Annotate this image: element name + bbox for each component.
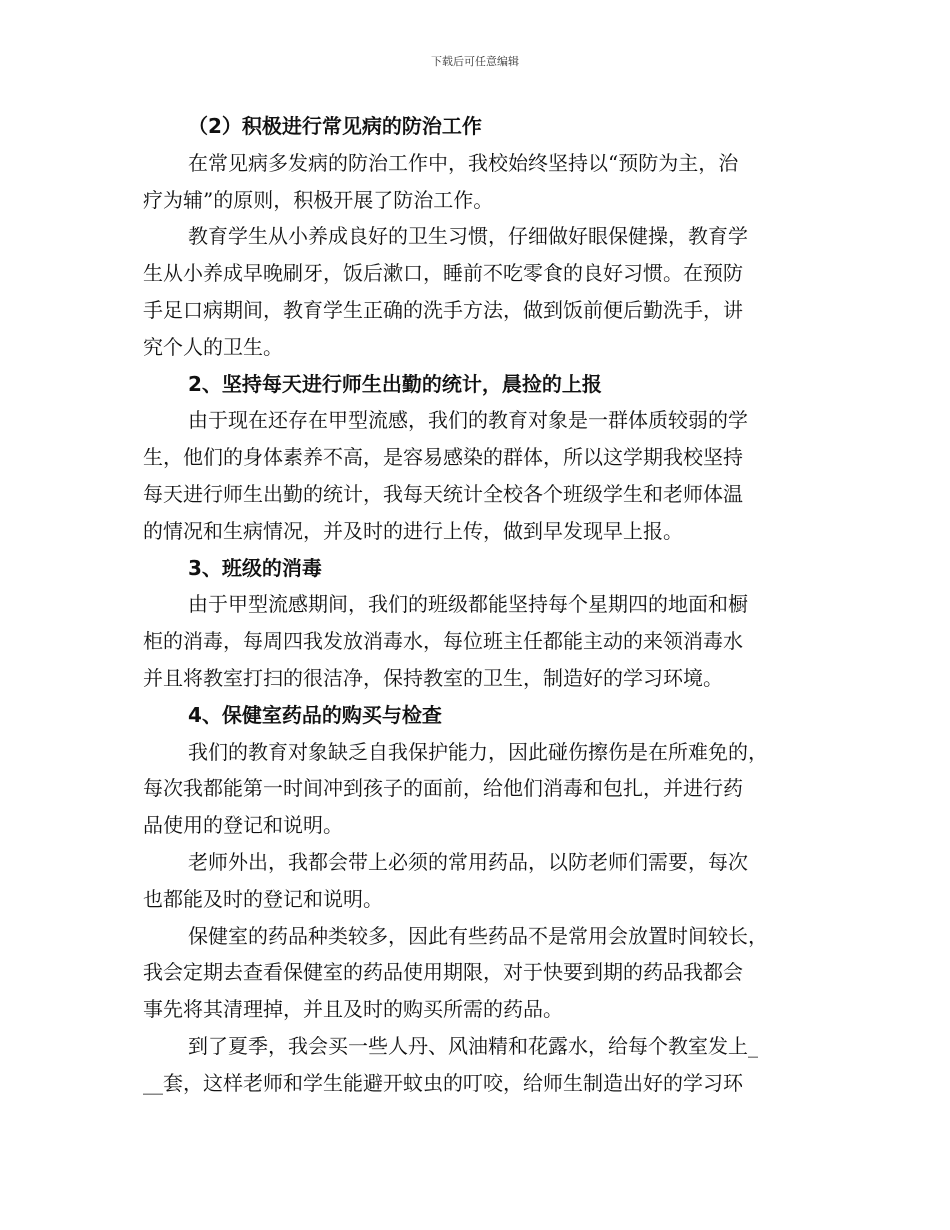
text-line: 在常见病多发病的防治工作中，我校始终坚持以“预防为主，治 (188, 150, 739, 175)
paragraph (143, 918, 813, 1028)
text-line: 疗为辅”的原则，积极开展了防治工作。 (143, 187, 494, 212)
text-line: 究个人的卫生。 (143, 334, 283, 359)
text-line: 也都能及时的登记和说明。 (143, 886, 383, 911)
text-line: 事先将其清理掉，并且及时的购买所需的药品。 (143, 997, 563, 1022)
text-line: 生从小养成早晚刷牙，饭后漱口，睡前不吃零食的良好习惯。在预防 (143, 261, 743, 286)
paragraph (143, 145, 813, 219)
paragraph (143, 218, 813, 365)
text-line: 老师外出，我都会带上必须的常用药品，以防老师们需要，每次 (188, 849, 748, 874)
section-heading (143, 550, 813, 587)
text-line: 每天进行师生出勤的统计，我每天统计全校各个班级学生和老师体温 (143, 481, 743, 506)
text-line: 我们的教育对象缺乏自我保护能力，因此碰伤擦伤是在所难免的， (188, 739, 768, 764)
heading-text: 4、保健室药品的购买与检查 (188, 702, 442, 727)
section-heading (143, 697, 813, 734)
document-body (143, 108, 813, 1102)
paragraph (143, 586, 813, 696)
paragraph (143, 734, 813, 844)
text-line: 教育学生从小养成良好的卫生习惯，仔细做好眼保健操，教育学 (188, 224, 748, 249)
text-line: 生，他们的身体素养不高，是容易感染的群体，所以这学期我校坚持 (143, 445, 743, 470)
text-line: 由于甲型流感期间，我们的班级都能坚持每个星期四的地面和橱 (188, 592, 748, 617)
text-line: 每次我都能第一时间冲到孩子的面前，给他们消毒和包扎，并进行药 (143, 776, 743, 801)
text-line: 保健室的药品种类较多，因此有些药品不是常用会放置时间较长， (188, 923, 768, 948)
heading-text: 3、班级的消毒 (188, 555, 322, 580)
text-line: 我会定期去查看保健室的药品使用期限，对于快要到期的药品我都会 (143, 960, 743, 985)
paragraph (143, 1028, 813, 1102)
page-header: 下载后可任意编辑 (431, 55, 519, 68)
text-line: 的情况和生病情况，并及时的进行上传，做到早发现早上报。 (143, 518, 683, 543)
text-line: 由于现在还存在甲型流感，我们的教育对象是一群体质较弱的学 (188, 408, 748, 433)
paragraph (143, 402, 813, 549)
text-line: __套，这样老师和学生能避开蚊虫的叮咬，给师生制造出好的学习环 (143, 1070, 743, 1095)
paragraph (143, 844, 813, 918)
text-line: 手足口病期间，教育学生正确的洗手方法，做到饭前便后勤洗手，讲 (143, 297, 743, 322)
text-line: 到了夏季，我会买一些人丹、风油精和花露水，给每个教室发上_ (188, 1033, 758, 1058)
text-line: 品使用的登记和说明。 (143, 813, 343, 838)
text-line: 柜的消毒，每周四我发放消毒水，每位班主任都能主动的来领消毒水 (143, 629, 743, 654)
text-line: 并且将教室打扫的很洁净，保持教室的卫生，制造好的学习环境。 (143, 665, 723, 690)
heading-text: 2、坚持每天进行师生出勤的统计，晨捡的上报 (188, 371, 602, 396)
section-heading (143, 366, 813, 403)
heading-text: （2）积极进行常见病的防治工作 (188, 114, 482, 138)
section-heading (143, 108, 813, 145)
